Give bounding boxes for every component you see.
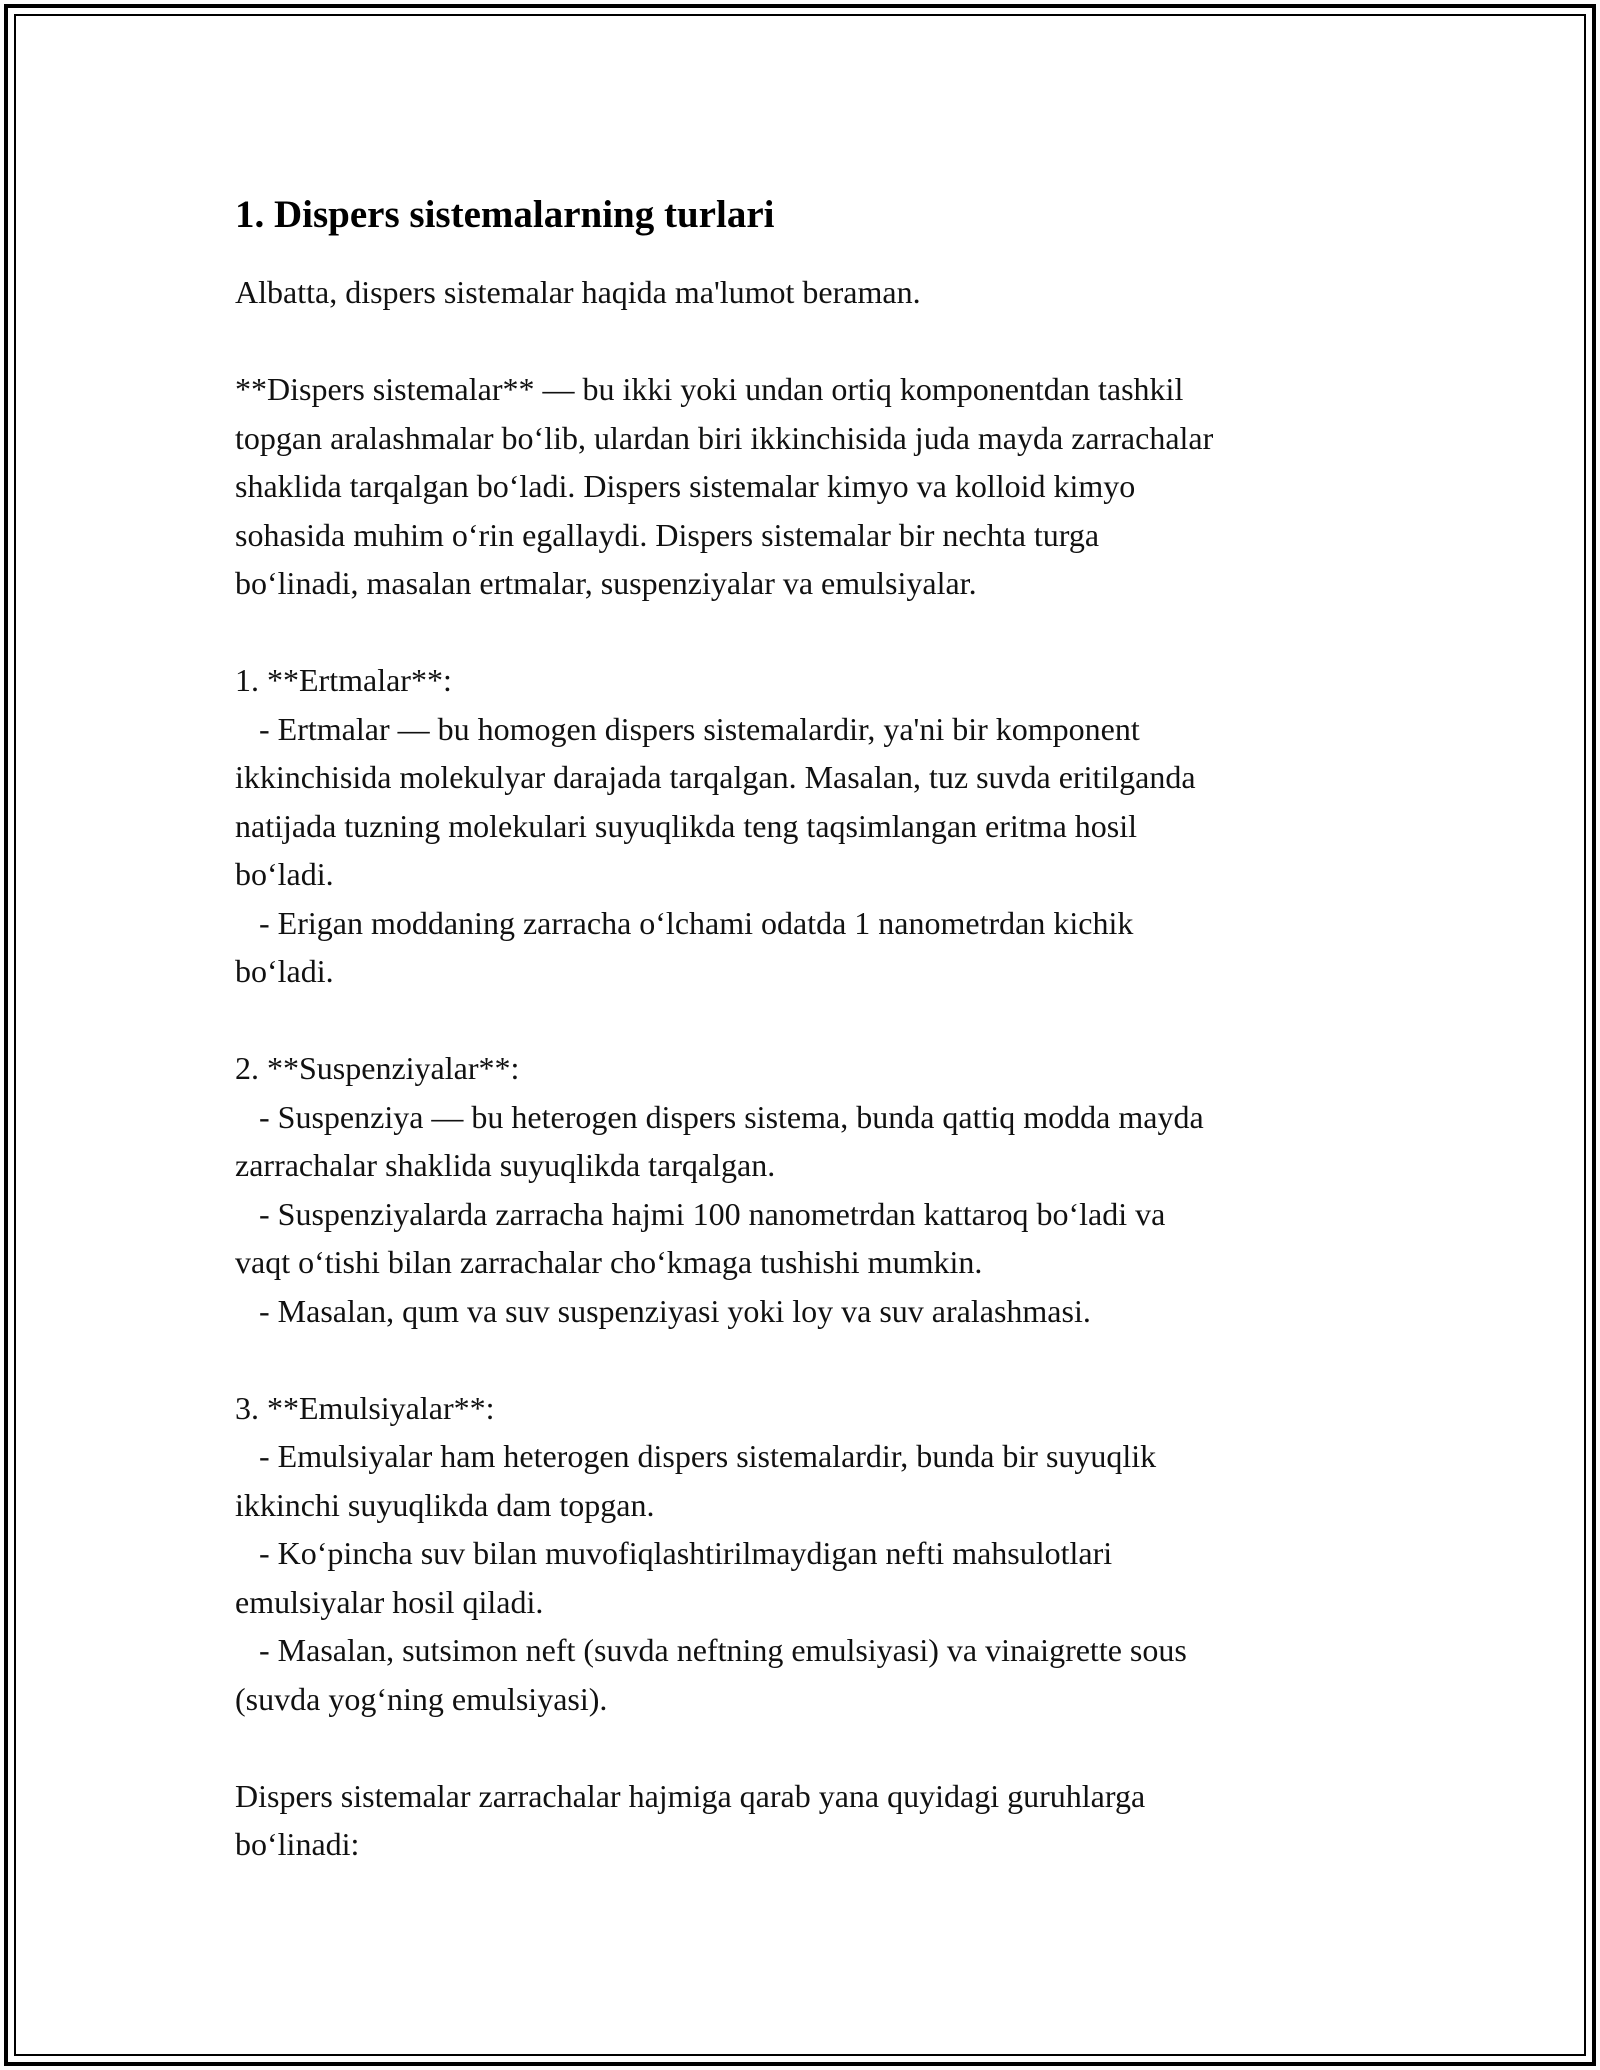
blank-line: [235, 608, 1395, 657]
document-body: [235, 180, 1395, 1869]
blank-line: [235, 1723, 1395, 1772]
document-title: 1. Dispers sistemalarning turlari: [235, 193, 775, 236]
blank-line: [235, 317, 1395, 366]
list-item-ertmalar: 1. **Ertmalar**: - Ertmalar — bu homogen dispers sistemalardir, ya'ni bir komponent ikkinchisida molekulyar darajada tarqalgan. Masalan, tuz suvda eritilganda natijada tuzning molekulari suyuqlikda teng taqsimlangan eritma hosil bo‘ladi. - Erigan moddaning zarracha o‘lchami odatda 1 nanometrdan kichik bo‘ladi.: [235, 662, 1196, 989]
blank-line: [235, 1335, 1395, 1384]
paragraph-intro: Albatta, dispers sistemalar haqida ma'lumot beraman.: [235, 274, 921, 310]
list-item-suspenziyalar: 2. **Suspenziyalar**: - Suspenziya — bu heterogen dispers sistema, bunda qattiq modda mayda zarrachalar shaklida suyuqlikda tarqalgan. - Suspenziyalarda zarracha hajmi 100 nanometrdan kattaroq bo‘ladi va vaqt o‘tishi bilan zarrachalar cho‘kmaga tushishi mumkin. - Masalan, qum va suv suspenziyasi yoki loy va suv aralashmasi.: [235, 1050, 1204, 1329]
list-item-emulsiyalar: 3. **Emulsiyalar**: - Emulsiyalar ham heterogen dispers sistemalardir, bunda bir suyuqlik ikkinchi suyuqlikda dam topgan. - Ko‘pincha suv bilan muvofiqlashtirilmaydigan nefti mahsulotlari emulsiyalar hosil qiladi. - Masalan, sutsimon neft (suvda neftning emulsiyasi) va vinaigrette sous (suvda yog‘ning emulsiyasi).: [235, 1389, 1187, 1717]
paragraph-definition: **Dispers sistemalar** — bu ikki yoki undan ortiq komponentdan tashkil topgan aralashmalar bo‘lib, ulardan biri ikkinchisida juda mayda zarrachalar shaklida tarqalgan bo‘ladi. Dispers sistemalar kimyo va kolloid kimyo sohasida muhim o‘rin egallaydi. Dispers sistemalar bir nechta turga bo‘linadi, masalan ertmalar, suspenziyalar va emulsiyalar.: [235, 371, 1214, 601]
blank-line: [235, 996, 1395, 1045]
paragraph-closing: Dispers sistemalar zarrachalar hajmiga qarab yana quyidagi guruhlarga bo‘linadi:: [235, 1777, 1146, 1862]
